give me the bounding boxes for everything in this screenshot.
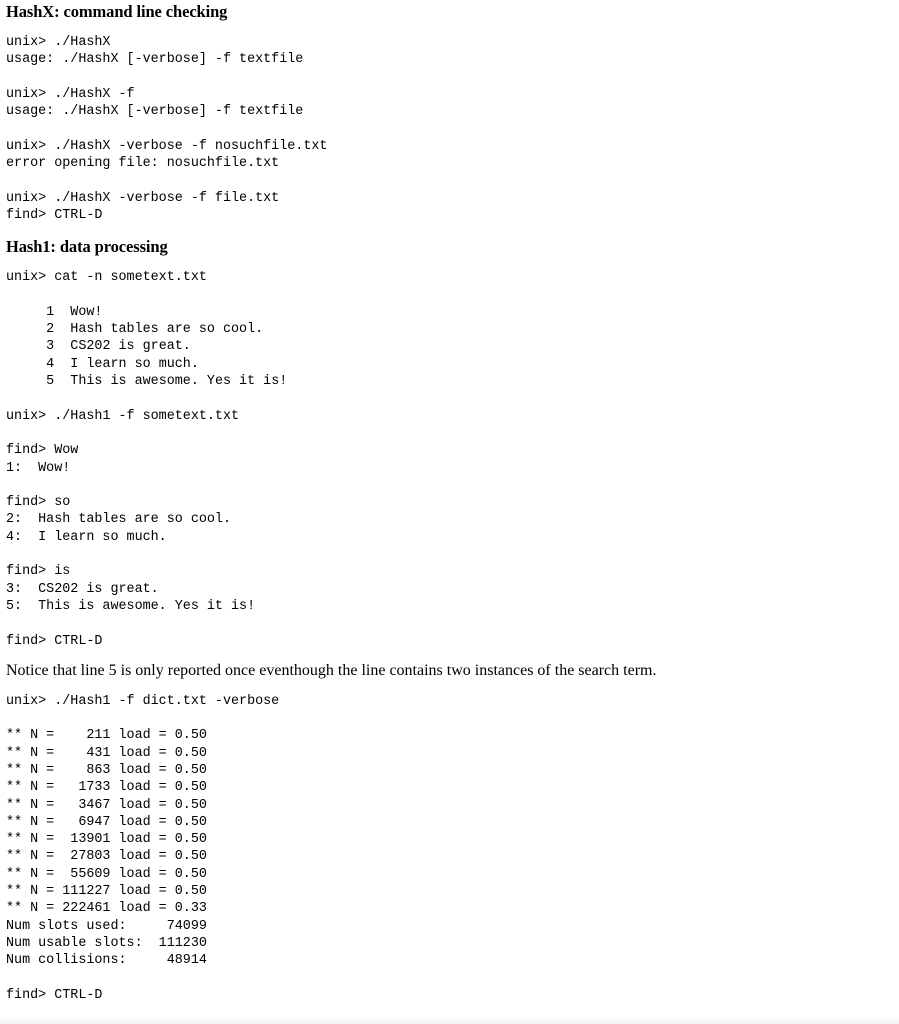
terminal-line: 5 This is awesome. Yes it is! — [6, 374, 288, 390]
terminal-line: find> Wow — [6, 443, 79, 459]
terminal-line: 3 CS202 is great. — [6, 339, 191, 355]
terminal-block-dict-run — [6, 693, 891, 710]
terminal-line: 4: I learn so much. — [6, 529, 167, 545]
terminal-line: unix> ./HashX -verbose -f file.txt — [6, 190, 280, 206]
terminal-line: 1: Wow! — [6, 460, 71, 476]
terminal-line: find> so — [6, 495, 71, 511]
terminal-line: 3: CS202 is great. — [6, 581, 159, 597]
document — [6, 0, 891, 1021]
terminal-line: ** N = 6947 load = 0.50 — [6, 814, 207, 830]
terminal-block-hashx-bad-file — [6, 138, 891, 173]
terminal-block-find-so — [6, 494, 891, 546]
terminal-line: unix> ./HashX -f — [6, 86, 135, 102]
terminal-block-file-listing — [6, 304, 891, 390]
terminal-block-dict-end — [6, 987, 891, 1004]
terminal-line: ** N = 55609 load = 0.50 — [6, 866, 207, 882]
terminal-block-dict-stats — [6, 727, 891, 969]
terminal-line: unix> ./Hash1 -f dict.txt -verbose — [6, 693, 280, 709]
terminal-line: find> CTRL-D — [6, 987, 103, 1003]
terminal-line: find> CTRL-D — [6, 207, 103, 223]
terminal-line: ** N = 1733 load = 0.50 — [6, 780, 207, 796]
terminal-block-hashx-ok — [6, 190, 891, 225]
terminal-block-hashx-missing-file — [6, 86, 891, 121]
terminal-line: 5: This is awesome. Yes it is! — [6, 598, 256, 614]
terminal-line: 2: Hash tables are so cool. — [6, 512, 231, 528]
terminal-block-find-is — [6, 563, 891, 615]
terminal-line: Num usable slots: 111230 — [6, 935, 207, 951]
terminal-line: ** N = 3467 load = 0.50 — [6, 797, 207, 813]
terminal-line: unix> ./HashX — [6, 35, 111, 50]
terminal-line: find> CTRL-D — [6, 633, 103, 649]
terminal-line: error opening file: nosuchfile.txt — [6, 156, 280, 172]
terminal-line: find> is — [6, 564, 71, 580]
terminal-line: ** N = 222461 load = 0.33 — [6, 901, 207, 917]
terminal-line: ** N = 431 load = 0.50 — [6, 745, 207, 761]
terminal-line: Num slots used: 74099 — [6, 918, 207, 934]
terminal-line: unix> ./HashX -verbose -f nosuchfile.txt — [6, 138, 328, 154]
notice-paragraph: Notice that line 5 is only reported once eventhough the line contains two instances of the search term. — [6, 661, 657, 679]
terminal-line: usage: ./HashX [-verbose] -f textfile — [6, 104, 304, 120]
terminal-block-hash1-run — [6, 408, 891, 425]
terminal-line: 2 Hash tables are so cool. — [6, 322, 264, 338]
terminal-line: 1 Wow! — [6, 304, 103, 320]
terminal-line: ** N = 211 load = 0.50 — [6, 728, 207, 744]
terminal-line: ** N = 27803 load = 0.50 — [6, 849, 207, 865]
terminal-line: Num collisions: 48914 — [6, 953, 207, 969]
terminal-line: unix> ./Hash1 -f sometext.txt — [6, 408, 240, 424]
terminal-block-find-end — [6, 633, 891, 650]
terminal-line: usage: ./HashX [-verbose] -f textfile — [6, 52, 304, 68]
bottom-edge-shade — [0, 1016, 899, 1024]
terminal-block-find-wow — [6, 442, 891, 477]
terminal-line: ** N = 111227 load = 0.50 — [6, 884, 207, 900]
terminal-line: ** N = 13901 load = 0.50 — [6, 832, 207, 848]
section-title-hashx: HashX: command line checking — [6, 2, 228, 21]
terminal-line: unix> cat -n sometext.txt — [6, 270, 207, 286]
terminal-block-hashx-no-args — [6, 34, 891, 69]
terminal-line: ** N = 863 load = 0.50 — [6, 762, 207, 778]
terminal-line: 4 I learn so much. — [6, 356, 199, 372]
section-title-hash1: Hash1: data processing — [6, 237, 168, 257]
terminal-block-cat-command — [6, 269, 891, 286]
